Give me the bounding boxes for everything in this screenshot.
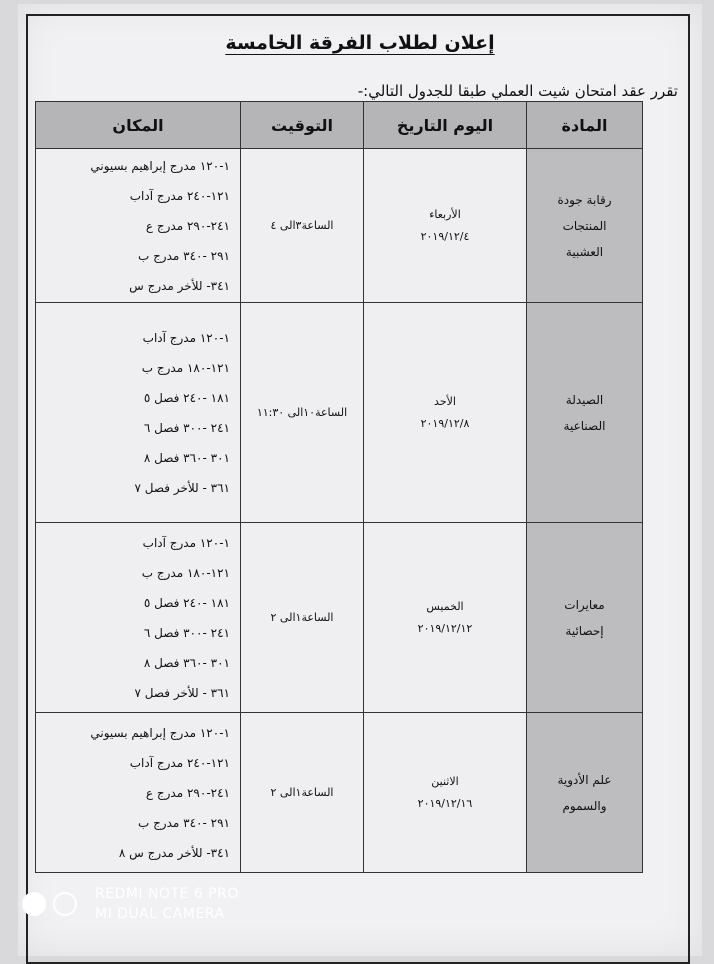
place-line: ١٨١ -٢٤٠ فصل ٥ (143, 595, 230, 610)
watermark-line2: MI DUAL CAMERA (95, 906, 225, 922)
place-line: ٢٤١ -٣٠٠ فصل ٦ (143, 420, 230, 435)
header-time: التوقيت (241, 102, 364, 149)
subject-cell (527, 523, 643, 713)
camera-watermark (22, 884, 239, 924)
place-line: ٢٤١ -٣٠٠ فصل ٦ (143, 625, 230, 640)
header-subject: المادة (527, 102, 643, 149)
time-cell: الساعة٣الى ٤ (241, 149, 364, 303)
day-text: الخميس (426, 599, 464, 613)
place-cell (36, 303, 241, 523)
place-line: ٣٤١- للأخر مدرج س ٨ (118, 845, 230, 860)
watermark-line1: REDMI NOTE 6 PRO (95, 886, 239, 902)
exam-schedule-table (35, 101, 643, 873)
place-line: ٣٠١ -٣٦٠ فصل ٨ (143, 655, 230, 670)
place-line: ١٢١-٢٤٠ مدرج آداب (129, 755, 230, 770)
place-line: ٢٤١-٢٩٠ مدرج ع (145, 218, 230, 233)
day-text: الاثنين (431, 774, 459, 788)
time-cell: الساعة١الى ٢ (241, 523, 364, 713)
announcement-subtitle: تقرر عقد امتحان شيت العملي طبقا للجدول التالي:- (357, 82, 678, 100)
place-cell (36, 149, 241, 303)
subject-line: معايرات (564, 597, 605, 612)
date-cell (364, 149, 527, 303)
place-line: ١-١٢٠ مدرج إبراهيم بسيوني (90, 158, 230, 173)
place-line: ١-١٢٠ مدرج إبراهيم بسيوني (90, 725, 230, 740)
subject-cell (527, 303, 643, 523)
subject-line: علم الأدوية (557, 772, 612, 787)
header-date: اليوم التاريخ (364, 102, 527, 149)
subject-line: إحصائية (565, 623, 604, 638)
place-line: ١-١٢٠ مدرج آداب (142, 535, 230, 550)
place-line: ١٨١ -٢٤٠ فصل ٥ (143, 390, 230, 405)
place-line: ١٢١-١٨٠ مدرج ب (141, 360, 230, 375)
place-line: ٣٦١ - للأخر فصل ٧ (134, 480, 230, 495)
subject-line: الصيدلة (565, 392, 604, 407)
subject-line: رقابة جودة (557, 192, 612, 207)
subject-cell (527, 713, 643, 873)
place-line: ٣٠١ -٣٦٠ فصل ٨ (143, 450, 230, 465)
time-cell: الساعة١الى ٢ (241, 713, 364, 873)
subject-line: المنتجات (562, 218, 607, 233)
place-line: ٣٦١ - للأخر فصل ٧ (134, 685, 230, 700)
date-cell (364, 303, 527, 523)
lens-dot-icon (22, 892, 46, 916)
place-line: ١-١٢٠ مدرج آداب (142, 330, 230, 345)
place-line: ٢٩١ -٣٤٠ مدرج ب (137, 248, 230, 263)
table-header-row (36, 102, 643, 149)
table-row (36, 523, 643, 713)
subject-line: العشبية (565, 244, 604, 259)
place-line: ٣٤١- للأخر مدرج س (129, 278, 230, 293)
date-text: ٢٠١٩/١٢/١٦ (417, 796, 473, 810)
place-line: ١٢١-٢٤٠ مدرج آداب (129, 188, 230, 203)
date-cell (364, 523, 527, 713)
date-text: ٢٠١٩/١٢/٤ (420, 229, 470, 243)
place-line: ٢٩١ -٣٤٠ مدرج ب (137, 815, 230, 830)
header-place: المكان (36, 102, 241, 149)
subject-line: والسموم (562, 798, 607, 813)
subject-line: الصناعية (563, 418, 606, 433)
place-line: ٢٤١-٢٩٠ مدرج ع (145, 785, 230, 800)
day-text: الأربعاء (429, 207, 461, 221)
table-row (36, 713, 643, 873)
day-text: الأحد (434, 394, 456, 408)
time-cell: الساعة١٠الى ١١:٣٠ (241, 303, 364, 523)
subject-cell (527, 149, 643, 303)
table-row (36, 149, 643, 303)
lens-ring-icon (53, 892, 77, 916)
camera-dots (22, 892, 77, 916)
date-cell (364, 713, 527, 873)
place-line: ١٢١-١٨٠ مدرج ب (141, 565, 230, 580)
announcement-title: إعلان لطلاب الفرقة الخامسة (225, 32, 495, 54)
camera-watermark-text (95, 884, 239, 924)
place-cell (36, 523, 241, 713)
date-text: ٢٠١٩/١٢/٨ (420, 416, 470, 430)
table-row (36, 303, 643, 523)
date-text: ٢٠١٩/١٢/١٢ (417, 621, 473, 635)
place-cell (36, 713, 241, 873)
